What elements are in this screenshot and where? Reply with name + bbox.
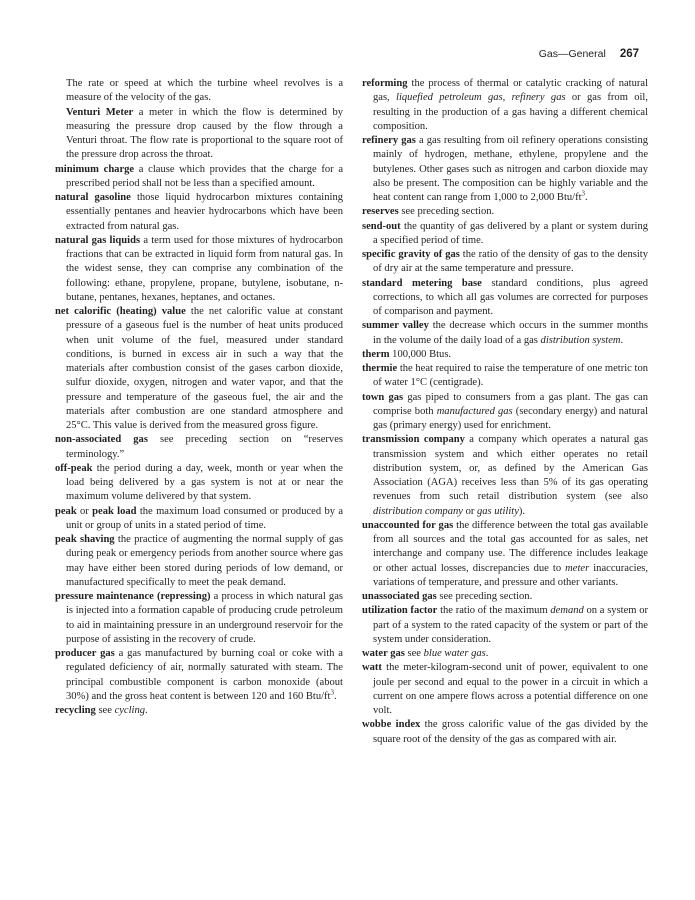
glossary-entry	[55, 533, 343, 590]
cross-reference: demand	[550, 605, 584, 617]
glossary-entry	[55, 647, 343, 704]
glossary-entry	[362, 433, 648, 519]
entry-definition: the ratio of the maximum	[437, 605, 551, 617]
cross-reference: distribution company	[373, 505, 463, 517]
entry-definition: gas piped to consumers from a gas plant. The gas can comprise both	[373, 391, 648, 417]
glossary-entry	[362, 134, 648, 205]
entry-definition: the difference between the total gas available from all sources and the total gas accounted for as sales, net interchange and company use. The difference includes leakage or other actual losses, discrepancies due to	[373, 519, 649, 574]
entry-definition: standard conditions, plus agreed corrections, to which all gas volumes are corrected for purposes of comparison and payment.	[373, 277, 648, 317]
entry-definition-cont: or gas from oil, resulting in the production of a gas having a different chemical composition.	[373, 92, 648, 132]
glossary-entry	[362, 718, 648, 747]
entry-definition: 100,000 Btus.	[389, 348, 452, 360]
intro-paragraph: The rate or speed at which the turbine wheel revolves is a measure of the velocity of the gas.	[66, 78, 343, 104]
glossary-entry	[55, 462, 343, 505]
entry-definition: the decrease which occurs in the summer months in the volume of the daily load of a gas	[373, 320, 648, 346]
glossary-entry	[55, 234, 343, 305]
entry-definition: see preceding section.	[398, 206, 495, 218]
glossary-entry	[55, 505, 343, 534]
glossary-entry	[362, 519, 648, 590]
entry-definition: a clause which provides that the charge for a prescribed period shall not be less than a specified amount.	[66, 163, 343, 189]
entry-end: .	[620, 334, 624, 346]
cross-reference: liquefied petroleum gas	[396, 92, 503, 104]
entry-definition: the ratio of the density of gas to the density of dry air at the same temperature and pressure.	[373, 249, 648, 275]
entry-connector: or	[462, 505, 477, 517]
entry-term: Venturi Meter	[66, 106, 134, 118]
cross-reference: manufactured gas	[436, 405, 513, 417]
entry-end: .	[334, 690, 337, 702]
entry-term: pressure maintenance (repressing)	[55, 591, 211, 602]
glossary-entry	[362, 362, 648, 391]
entry-term: utilization factor	[362, 605, 438, 617]
entry-definition: those liquid hydrocarbon mixtures containing essentially pentanes and heavier hydrocarbons which have been extracted from natural gas.	[66, 192, 343, 232]
glossary-entry	[55, 191, 343, 234]
entry-definition: a meter in which the flow is determined by measuring the pressure drop caused by the flow through a Venturi throat. The flow rate is proportional to the square root of the pressure drop across the throat.	[66, 106, 343, 161]
glossary-entry	[55, 163, 343, 192]
right-column	[362, 77, 648, 747]
cross-reference: refinery gas	[511, 92, 566, 104]
entry-term: water gas	[362, 648, 405, 659]
entry-term: unaccounted for gas	[362, 519, 454, 531]
entry-term: send-out	[362, 220, 401, 232]
entry-term: thermie	[362, 363, 398, 374]
glossary-entry	[55, 305, 343, 433]
entry-term: non-associated gas	[55, 434, 148, 446]
glossary-entry	[362, 348, 648, 362]
cross-reference: gas utility	[477, 505, 519, 517]
running-header	[56, 48, 639, 64]
glossary-entry	[362, 590, 648, 604]
cross-reference: blue water gas	[423, 648, 486, 659]
cross-reference: cycling	[114, 705, 146, 716]
glossary-entry	[362, 77, 648, 134]
entry-definition: a company which operates a natural gas transmission system and which either operates no retail distribution system, or, as defined by the American Gas Association (AGA) receives less than 5% of its gas operating revenues from such retail distribution system (see also	[373, 434, 648, 503]
glossary-entry	[362, 277, 648, 320]
entry-term: reserves	[362, 206, 399, 218]
entry-definition: a gas resulting from oil refinery operations consisting mainly of hydrogen, methane, ethylene, propylene and the butylenes. Other gases such as nitrogen and carbon dioxide may also be present. The composition can be highly variable and the heat content can range from 1,000 to 2,000 Btu/ft	[373, 135, 649, 203]
entry-term: off-peak	[55, 462, 93, 474]
entry-term: town gas	[362, 391, 404, 403]
entry-definition: a process in which natural gas is injected into a formation capable of producing crude petroleum to aid in maintaining pressure in an underground reservoir for the purpose of assisting in the recovery of crude.	[66, 591, 343, 645]
entry-term: unassociated gas	[362, 591, 437, 602]
glossary-entry	[362, 319, 648, 348]
glossary-entry	[55, 590, 343, 647]
entry-term: wobbe index	[362, 719, 421, 731]
entry-definition-cont: (secondary energy) and natural gas (primary energy) used for enrichment.	[373, 405, 649, 431]
entry-term: therm	[362, 348, 390, 360]
entry-end: .	[145, 705, 148, 716]
entry-definition: the quantity of gas delivered by a plant or system during a specified period of time.	[373, 220, 648, 246]
entry-term: watt	[362, 662, 382, 674]
glossary-entry	[362, 220, 648, 249]
entry-definition: the net calorific value at constant pressure of a gaseous fuel is the number of heat units produced when unit volume of the fuel, measured under standard conditions, is burned in excess air in such a way that the materials after combustion consist of the gases carbon dioxide, sulfur dioxide, oxygen, nitrogen and water vapor, and that the pressure and temperature of the gaseous fuel, the air and the materials after combustion are one standard atmosphere and 25°C. This value is derived from the measured gross figure.	[66, 306, 343, 431]
entry-term: peak	[55, 505, 77, 517]
cross-reference: meter	[565, 562, 590, 574]
entry-definition: the gross calorific value of the gas divided by the square root of the density of the gas as compared with air.	[373, 719, 648, 745]
entry-term: minimum charge	[55, 163, 135, 175]
section-title: Gas—General	[538, 48, 606, 60]
glossary-entry	[362, 647, 648, 661]
entry-definition: the period during a day, week, month or year when the load being delivered by a gas system is not at or near the maximum volume delivered by that system.	[66, 462, 343, 503]
superscript: 3	[581, 189, 586, 198]
entry-definition: a term used for those mixtures of hydrocarbon fractions that can be extracted in liquid form from natural gas. In the widest sense, they can comprise any combination of the following: ethane, propylene, propane, butylene, isobutane, n-butane, pentanes, hexanes, heptanes, and octanes.	[66, 234, 343, 303]
entry-definition: see preceding section on “reserves terminology.”	[66, 434, 343, 460]
glossary-entry	[362, 661, 648, 718]
entry-definition-cont: on a system or part of a system to the rated capacity of the system or part of the system under consideration.	[373, 605, 649, 645]
entry-definition-cont: inaccuracies, variations of temperature, and pressure and other variants.	[373, 562, 648, 588]
entry-term: peak shaving	[55, 534, 115, 545]
glossary-entry	[362, 205, 648, 219]
entry-definition: the process of thermal or catalytic cracking of natural gas,	[373, 78, 648, 104]
glossary-entry	[55, 433, 343, 462]
entry-term: reforming	[362, 78, 408, 89]
page-number: 267	[619, 48, 639, 60]
entry-term: natural gas liquids	[55, 234, 141, 246]
entry-end: ).	[518, 505, 526, 517]
entry-separator: ,	[502, 92, 512, 104]
entry-end: .	[585, 192, 588, 203]
entry-term: transmission company	[362, 434, 465, 446]
entry-term: summer valley	[362, 320, 429, 332]
entry-term: net calorific (heating) value	[55, 306, 186, 317]
glossary-entry	[55, 106, 343, 163]
cross-reference: distribution system	[540, 334, 621, 346]
entry-term: standard metering base	[362, 277, 482, 289]
entry-connector: or	[76, 505, 93, 517]
glossary-entry	[362, 604, 648, 647]
entry-definition: the practice of augmenting the normal supply of gas during peak or emergency periods from another source where gas may have either been stored during periods of low demand, or manufactured specifically to meet the peak demand.	[66, 534, 343, 588]
entry-definition: see preceding section.	[436, 591, 533, 602]
entry-term-alt: peak load	[92, 505, 137, 517]
glossary-entry	[362, 391, 648, 434]
entry-definition: the heat required to raise the temperature of one metric ton of water 1°C (centigrade).	[373, 363, 648, 389]
entry-definition: the maximum load consumed or produced by a unit or group of units in a stated period of time.	[66, 505, 343, 531]
entry-term: specific gravity of gas	[362, 249, 460, 260]
glossary-entry	[362, 248, 648, 277]
entry-end: .	[485, 648, 489, 659]
entry-see: see	[95, 705, 115, 716]
left-column	[55, 77, 343, 718]
entry-term: recycling	[55, 705, 96, 716]
entry-term: refinery gas	[362, 135, 416, 146]
entry-definition: a gas manufactured by burning coal or coke with a regulated deficiency of air, normally saturated with steam. The principal combustible component is carbon monoxide (about 30%) and the gross heat content is between 120 and 160 Btu/ft	[66, 648, 343, 702]
superscript: 3	[330, 688, 334, 697]
entry-term: producer gas	[55, 648, 115, 659]
entry-definition: the meter-kilogram-second unit of power, equivalent to one joule per second and equal to the power in a circuit in which a current on one ampere flows across a potential difference on one volt.	[373, 662, 648, 716]
entry-term: natural gasoline	[55, 192, 131, 203]
entry-see: see	[404, 648, 424, 659]
glossary-entry	[55, 704, 343, 718]
